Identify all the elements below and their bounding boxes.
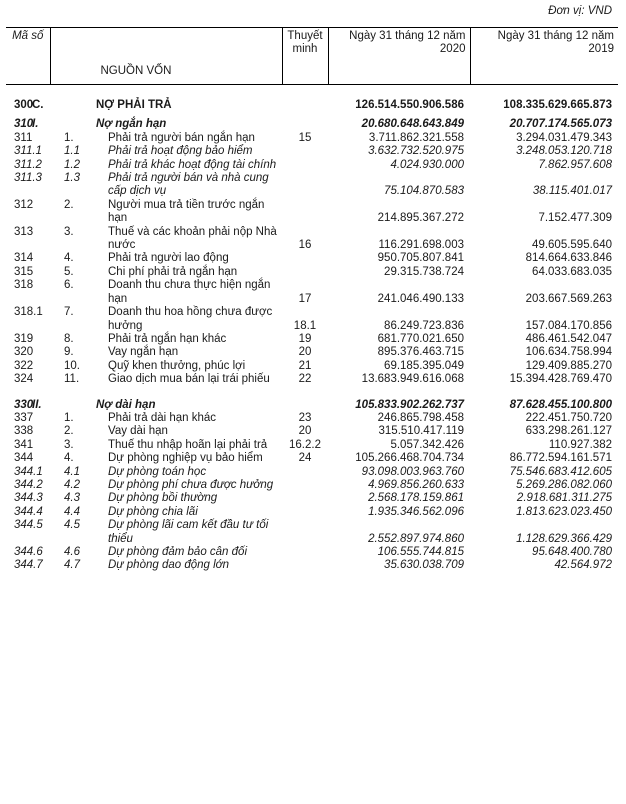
row-name [50, 346, 282, 359]
row-label: NỢ PHẢI TRẢ [96, 99, 172, 111]
table-row [6, 439, 618, 452]
row-label: Phải trả hoạt động bảo hiểm [108, 145, 253, 158]
table-row [6, 266, 618, 279]
row-name-text [32, 99, 278, 112]
row-previous: 15.394.428.769.470 [509, 373, 612, 386]
row-name-text [64, 225, 278, 253]
row-name [50, 145, 282, 158]
row-label: Dự phòng đảm bảo cân đối [108, 546, 247, 558]
row-name-text [64, 346, 278, 359]
row-name [50, 506, 282, 519]
row-previous: 633.298.261.127 [525, 425, 612, 438]
row-label: Doanh thu hoa hồng chưa được hưởng [108, 306, 273, 332]
row-previous: 129.409.885.270 [525, 359, 612, 372]
row-previous: 7.152.477.309 [538, 212, 612, 225]
row-name [50, 279, 282, 306]
row-previous: 64.033.683.035 [532, 265, 612, 278]
row-prefix: II. [32, 398, 42, 411]
row-name-text [64, 425, 278, 438]
row-name [32, 398, 282, 412]
row-note: 15 [298, 131, 312, 144]
row-note: 18.1 [293, 319, 317, 332]
table-row [6, 306, 618, 333]
row-note [282, 172, 328, 199]
row-current: 241.046.490.133 [377, 292, 464, 305]
row-current: 950.705.807.841 [377, 252, 464, 265]
row-label: Người mua trả tiền trước ngắn hạn [108, 198, 265, 225]
row-previous: 1.813.623.023.450 [516, 505, 612, 518]
table-row [6, 360, 618, 373]
row-prefix: 4.7 [64, 559, 80, 572]
row-current: 4.969.856.260.633 [368, 478, 464, 491]
row-label: Phải trả người bán ngắn hạn [108, 131, 255, 144]
row-previous: 222.451.750.720 [525, 411, 612, 424]
row-name [32, 118, 282, 131]
row-current: 35.630.038.709 [384, 559, 464, 572]
row-current: 246.865.798.458 [377, 411, 464, 424]
row-note [282, 145, 328, 158]
row-previous: 110.927.382 [548, 438, 612, 451]
row-current: 105.266.468.704.734 [355, 452, 464, 465]
row-name [50, 466, 282, 479]
row-name [50, 172, 282, 199]
row-code: 319 [14, 332, 34, 345]
row-name [50, 425, 282, 438]
row-current: 214.895.367.272 [377, 212, 464, 225]
row-note [282, 252, 328, 265]
row-name [50, 412, 282, 425]
row-name [50, 360, 282, 373]
row-prefix: 1. [64, 131, 74, 144]
header-code: Mã số [6, 28, 50, 85]
row-prefix: 7. [64, 306, 74, 319]
row-name [50, 226, 282, 253]
row-code: 318 [14, 279, 34, 292]
table-row [6, 199, 618, 226]
row-note [282, 519, 328, 546]
row-current: 5.057.342.426 [390, 438, 464, 451]
row-previous: 86.772.594.161.571 [509, 452, 612, 465]
row-code: 344.4 [14, 505, 43, 518]
row-code: 311.1 [14, 145, 42, 158]
row-current: 116.291.698.003 [378, 239, 464, 252]
row-code: 314 [14, 252, 34, 265]
row-previous: 95.648.400.780 [532, 546, 612, 558]
row-name-text [64, 158, 278, 172]
row-label: Thuế và các khoản phải nộp Nhà nước [108, 225, 277, 252]
row-label: Chi phí phải trả ngắn hạn [108, 265, 238, 278]
row-current: 13.683.949.616.068 [361, 373, 464, 386]
row-prefix: 4.1 [64, 465, 80, 478]
row-name-text [64, 145, 278, 158]
row-previous: 106.634.758.994 [525, 346, 612, 359]
table-row [6, 145, 618, 158]
row-code: 312 [14, 198, 34, 211]
row-name-text [64, 306, 278, 333]
row-code: 338 [14, 425, 34, 438]
row-label: Doanh thu chưa thực hiện ngắn hạn [108, 279, 271, 305]
row-name-text [64, 252, 278, 265]
row-prefix: 9. [64, 346, 74, 359]
row-current: 105.833.902.262.737 [355, 398, 464, 411]
spacer-row [6, 85, 618, 100]
row-name [50, 132, 282, 145]
row-current: 106.555.744.815 [377, 546, 464, 558]
row-prefix: 2. [64, 425, 74, 438]
row-note: 24 [298, 452, 312, 465]
row-prefix: 10. [64, 359, 80, 372]
row-note [282, 399, 328, 412]
row-note [282, 99, 328, 112]
row-prefix: 4.5 [64, 519, 80, 532]
row-previous: 157.084.170.856 [525, 319, 612, 332]
row-code: 344.2 [14, 478, 43, 491]
row-current: 69.185.395.049 [384, 359, 464, 372]
table-row [6, 466, 618, 479]
row-name-text [32, 118, 278, 131]
row-name-text [64, 265, 278, 279]
table-row [6, 252, 618, 265]
row-current: 2.568.178.159.861 [368, 492, 464, 505]
row-current: 1.935.346.562.096 [368, 505, 464, 518]
row-prefix: 5. [64, 265, 74, 278]
row-label: Phải trả người bán và nhà cung cấp dịch vụ [108, 172, 269, 198]
row-previous: 20.707.174.565.073 [509, 118, 612, 131]
row-note [282, 199, 328, 226]
row-prefix: 1.3 [64, 172, 80, 185]
row-label: Dự phòng toán học [108, 465, 207, 478]
table-row [6, 373, 618, 386]
row-name-text [64, 279, 278, 306]
table-row [6, 279, 618, 306]
spacer-cell [6, 387, 618, 399]
row-current: 3.711.862.321.558 [368, 131, 464, 144]
row-name-text [32, 398, 278, 412]
row-name-text [64, 438, 278, 452]
row-current: 86.249.723.836 [384, 319, 464, 332]
row-previous: 1.128.629.366.429 [516, 532, 612, 545]
row-name-text [64, 559, 278, 572]
row-note [282, 559, 328, 572]
row-label: Giao dịch mua bán lại trái phiếu [108, 373, 270, 386]
row-note [282, 506, 328, 519]
row-code: 310 [14, 118, 34, 131]
row-previous: 814.664.633.846 [525, 252, 612, 265]
row-label: Dự phòng bồi thường [108, 492, 218, 505]
row-code: 320 [14, 346, 34, 359]
row-name [50, 519, 282, 546]
row-label: Quỹ khen thưởng, phúc lợi [108, 359, 246, 372]
row-note: 22 [298, 373, 312, 386]
liabilities-table [6, 27, 618, 573]
row-name-text [64, 546, 278, 559]
table-row [6, 399, 618, 412]
table-body [6, 85, 618, 573]
row-prefix: 6. [64, 279, 74, 292]
currency-unit: Đơn vị: VND [548, 5, 612, 17]
row-current: 93.098.003.963.760 [361, 465, 464, 478]
row-code: 344.6 [14, 546, 43, 558]
row-prefix: 11. [64, 373, 80, 386]
row-note [282, 479, 328, 492]
row-name-text [64, 198, 278, 226]
row-note: 16.2.2 [289, 438, 321, 451]
row-name-text [64, 492, 278, 505]
row-current: 126.514.550.906.586 [355, 99, 464, 111]
row-prefix: 3. [64, 225, 74, 238]
row-label: Vay dài hạn [108, 425, 168, 438]
row-name [50, 452, 282, 465]
row-name [50, 546, 282, 559]
row-label: Dự phòng dao động lớn [108, 559, 230, 572]
row-previous: 2.918.681.311.275 [516, 492, 612, 505]
row-prefix: 1. [64, 411, 74, 424]
row-label: Phải trả dài hạn khác [108, 411, 217, 424]
row-name-text [64, 505, 278, 519]
row-name [50, 266, 282, 279]
row-label: Dự phòng chia lãi [108, 505, 198, 518]
header-previous: Ngày 31 tháng 12 năm 2019 [470, 28, 618, 85]
row-code: 344.3 [14, 492, 43, 505]
row-name-text [64, 519, 278, 546]
row-prefix: I. [32, 118, 39, 131]
row-prefix: 4.3 [64, 492, 80, 505]
row-note: 20 [298, 425, 312, 438]
row-previous: 5.269.286.082.060 [516, 478, 612, 491]
row-current: 29.315.738.724 [384, 265, 464, 278]
table-row [6, 452, 618, 465]
row-code: 344 [14, 452, 34, 465]
row-prefix: 4. [64, 252, 74, 265]
row-previous: 203.667.569.263 [525, 292, 612, 305]
row-previous: 108.335.629.665.873 [503, 99, 612, 111]
row-prefix: 3. [64, 438, 74, 451]
row-previous: 3.294.031.479.343 [516, 131, 612, 144]
row-code: 344.5 [14, 519, 43, 532]
table-row [6, 506, 618, 519]
row-label: Phải trả khác hoạt động tài chính [108, 158, 277, 171]
row-label: Vay ngắn hạn [108, 346, 179, 359]
row-prefix: 4.2 [64, 478, 80, 491]
table-row [6, 425, 618, 438]
row-name [50, 306, 282, 333]
table-header [6, 28, 618, 85]
row-name-text [64, 478, 278, 492]
row-code: 330 [14, 398, 34, 411]
row-name [50, 159, 282, 172]
table-row [6, 159, 618, 172]
row-note [282, 492, 328, 505]
row-code: 315 [14, 265, 34, 278]
row-current: 895.376.463.715 [377, 346, 464, 359]
row-current: 2.552.897.974.860 [368, 532, 464, 545]
row-previous: 7.862.957.608 [538, 158, 612, 171]
row-code: 311 [14, 131, 33, 144]
row-note [282, 466, 328, 479]
table-row [6, 132, 618, 145]
row-prefix: 8. [64, 332, 74, 345]
row-label: Dự phòng lãi cam kết đầu tư tối thiểu [108, 519, 269, 545]
row-current: 75.104.870.583 [384, 185, 464, 198]
table-row [6, 546, 618, 559]
row-prefix: 4.6 [64, 546, 80, 558]
table-row [6, 118, 618, 131]
row-note: 23 [298, 411, 312, 424]
row-prefix: C. [32, 99, 44, 111]
table-row [6, 99, 618, 112]
row-label: Nợ dài hạn [96, 398, 156, 411]
header-name: NGUỒN VỐN [50, 28, 282, 85]
row-prefix: 4. [64, 452, 74, 465]
row-name [50, 492, 282, 505]
row-prefix: 4.4 [64, 505, 80, 518]
row-name [50, 333, 282, 346]
row-note: 17 [298, 292, 312, 305]
row-name-text [64, 332, 278, 346]
row-code: 313 [14, 225, 34, 238]
row-code: 344.7 [14, 559, 43, 572]
row-current: 3.632.732.520.975 [368, 145, 464, 158]
row-current: 315.510.417.119 [378, 425, 464, 438]
row-previous: 38.115.401.017 [532, 185, 612, 198]
row-current: 4.024.930.000 [390, 158, 464, 171]
row-code: 311.2 [14, 158, 42, 171]
table-row [6, 479, 618, 492]
row-label: Phải trả ngắn hạn khác [108, 332, 227, 345]
row-name-text [64, 131, 278, 145]
row-label: Dự phòng nghiệp vụ bảo hiểm [108, 452, 263, 465]
header-note: Thuyết minh [282, 28, 328, 85]
row-label: Nợ ngắn hạn [96, 118, 167, 131]
row-label: Phải trả người lao động [108, 252, 229, 265]
table-row [6, 226, 618, 253]
row-prefix: 2. [64, 198, 74, 211]
row-name-text [64, 373, 278, 386]
row-note: 16 [298, 239, 312, 252]
row-current: 20.680.648.643.849 [361, 118, 464, 131]
header-current: Ngày 31 tháng 12 năm 2020 [328, 28, 470, 85]
row-note: 21 [298, 359, 312, 372]
row-code: 344.1 [14, 465, 43, 478]
row-name [50, 199, 282, 226]
row-name-text [64, 465, 278, 479]
table-row [6, 172, 618, 199]
row-previous: 42.564.972 [554, 559, 612, 572]
row-prefix: 1.2 [64, 158, 80, 171]
row-current: 681.770.021.650 [377, 332, 464, 345]
row-code: 324 [14, 373, 34, 386]
table-row [6, 559, 618, 572]
row-label: Thuế thu nhập hoãn lại phải trả [108, 438, 268, 451]
row-note [282, 546, 328, 559]
row-name [50, 479, 282, 492]
row-note [282, 118, 328, 131]
row-name [50, 439, 282, 452]
row-name [50, 252, 282, 265]
row-name-text [64, 411, 278, 425]
row-code: 300 [14, 99, 34, 111]
row-note: 19 [298, 332, 312, 345]
table-row [6, 519, 618, 546]
row-previous: 75.546.683.412.605 [509, 465, 612, 478]
row-name-text [64, 359, 278, 373]
row-label: Dự phòng phí chưa được hưởng [108, 478, 274, 491]
row-name [32, 99, 282, 112]
spacer-cell [6, 85, 618, 100]
row-code: 322 [14, 359, 34, 372]
row-prefix: 1.1 [64, 145, 80, 158]
row-note [282, 159, 328, 172]
row-code: 311.3 [14, 172, 42, 185]
table-row [6, 346, 618, 359]
row-code: 341 [14, 438, 34, 451]
row-name [50, 373, 282, 386]
row-name-text [64, 452, 278, 465]
spacer-row [6, 387, 618, 399]
row-previous: 486.461.542.047 [525, 332, 612, 345]
row-note: 20 [298, 346, 312, 359]
row-code: 337 [14, 411, 34, 424]
table-row [6, 412, 618, 425]
row-previous: 87.628.455.100.800 [509, 398, 612, 411]
row-name-text [64, 172, 278, 199]
row-code: 318.1 [14, 306, 43, 319]
row-note [282, 266, 328, 279]
row-previous: 49.605.595.640 [532, 239, 612, 252]
row-name [50, 559, 282, 572]
row-previous: 3.248.053.120.718 [516, 145, 612, 158]
table-row [6, 492, 618, 505]
table-row [6, 333, 618, 346]
